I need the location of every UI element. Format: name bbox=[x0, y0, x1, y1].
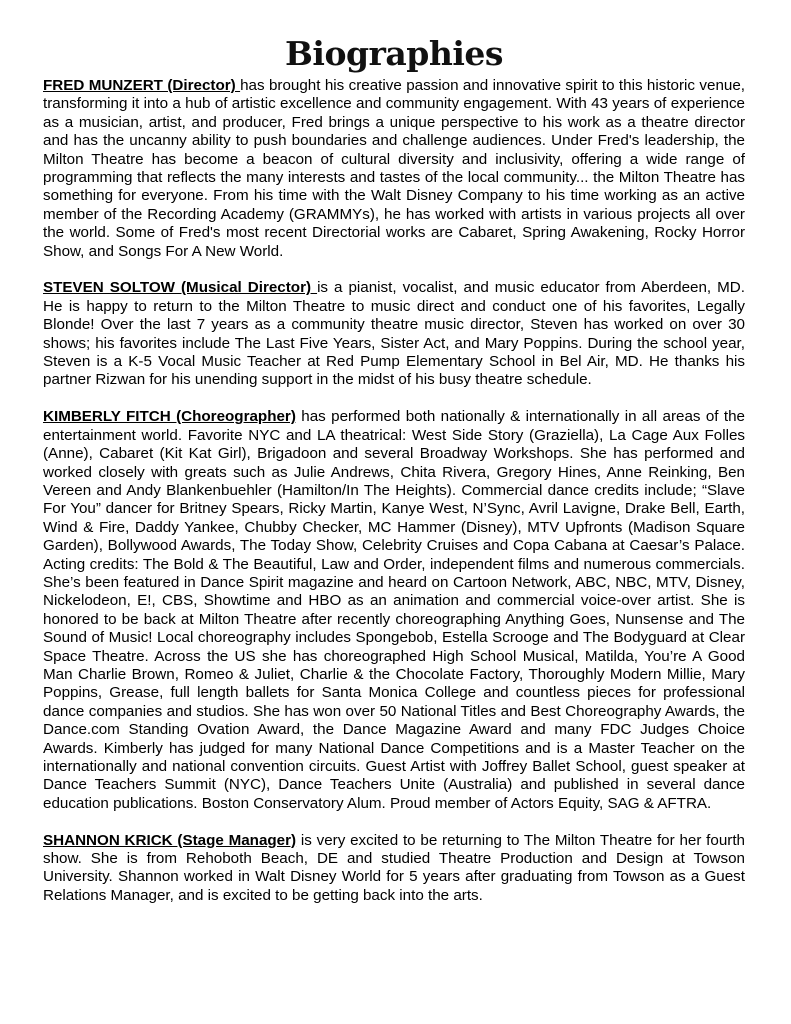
bio-name: STEVEN SOLTOW (Musical Director) bbox=[43, 279, 318, 297]
bio-shannon-krick bbox=[43, 832, 745, 906]
bio-text: has performed both nationally & internationally in all areas of the entertainment world. Favorite NYC and LA theatrical: West Side Story (Graziella), La Cage Aux Folles (Anne), Cabaret (Kit Kat Girl), Brigadoon and several Broadway Workshops. She has performed and worked closely with greats such as Julie Andrews, Chita Rivera, Gregory Hines, Anne Reinking, Ben Vereen and Andy Blankenbuehler (Hamilton/In The Heights). Commercial dance credits include; “Slave For You” dancer for Britney Spears, Ricky Martin, Kanye West, N’Sync, Avril Lavigne, Drake Bell, Earth, Wind & Fire, Daddy Yankee, Chubby Checker, MC Hammer (Disney), MTV Upfronts (Madison Square Garden), Bollywood Awards, The Today Show, Celebrity Cruises and Copa Cabana at Caesar’s Palace. Acting credits: The Bold & The Beautiful, Law and Order, independent films and numerous commercials. She’s been featured in Dance Spirit magazine and heard on Cartoon Network, ABC, NBC, MTV, Disney, Nickelodeon, E!, CBS, Showtime and HBO as an animation and commercial voice-over artist. She is honored to be back at Milton Theatre after recently choreographing Anything Goes, Nunsense and The Sound of Music! Local choreography includes Spongebob, Estella Scrooge and The Bodyguard at Clear Space Theatre. Across the US she has choreographed High School Musical, Matilda, You’re A Good Man Charlie Brown, Romeo & Juliet, Charlie & the Chocolate Factory, Thoroughly Modern Millie, Mary Poppins, Grease, full length ballets for Santa Monica College and countless pieces for professional dance companies and studios. She has won over 50 National Titles and Best Choreography Awards, the Dance.com Standing Ovation Award, the Dance Magazine Award and many FDC Judges Choice Awards. Kimberly has judged for many National Dance Competitions and is a Master Teacher on the internationally and national convention circuits. Guest Artist with Joffrey Ballet School, guest speaker at Dance Teachers Summit (NYC), Dance Teachers Unite (Australia) and published in several dance education publications. Boston Conservatory Alum. Proud member of Actors Equity, SAG & AFTRA. bbox=[43, 408, 745, 812]
page-title: Biographies bbox=[285, 34, 503, 73]
bio-text: has brought his creative passion and innovative spirit to this historic venue, transforming it into a hub of artistic excellence and community engagement. With 43 years of experience as a musician, artist, and producer, Fred brings a unique perspective to his work as a theatre director and has the uncanny ability to push boundaries and challenge audiences. Under Fred's leadership, the Milton Theatre has become a beacon of cultural diversity and inclusivity, offering a wide range of programming that reflects the many interests and tastes of the local community... the Milton Theatre has something for everyone. From his time with the Walt Disney Company to his time working as an active member of the Recording Academy (GRAMMYs), he has worked with artists in various projects all over the world. Some of Fred's most recent Directorial works are Cabaret, Spring Awakening, Rocky Horror Show, and Songs For A New World. bbox=[43, 77, 745, 260]
bio-fred-munzert bbox=[43, 77, 745, 261]
bio-steven-soltow bbox=[43, 279, 745, 389]
bio-name: FRED MUNZERT (Director) bbox=[43, 77, 241, 94]
bio-name: KIMBERLY FITCH (Choreographer) bbox=[43, 408, 296, 426]
bio-text: is a pianist, vocalist, and music educator from Aberdeen, MD. He is happy to return to the Milton Theatre to music direct and conduct one of his favorites, Legally Blonde! Over the last 7 years as a community theatre music director, Steven has worked on over 30 shows; his favorites include The Last Five Years, Sister Act, and Mary Poppins. During the school year, Steven is a K-5 Vocal Music Teacher at Red Pump Elementary School in Bel Air, MD. He thanks his partner Rizwan for his unending support in the midst of his busy theatre schedule. bbox=[43, 279, 745, 389]
bio-kimberly-fitch bbox=[43, 408, 745, 813]
bio-name: SHANNON KRICK (Stage Manager) bbox=[43, 831, 297, 849]
bio-text: is very excited to be returning to The Milton Theatre for her fourth show. She is from Rehoboth Beach, DE and studied Theatre Production and Design at Towson University. Shannon worked in Walt Disney World for 5 years after graduating from Towson as a Guest Relations Manager, and is excited to be getting back into the arts. bbox=[43, 831, 745, 904]
